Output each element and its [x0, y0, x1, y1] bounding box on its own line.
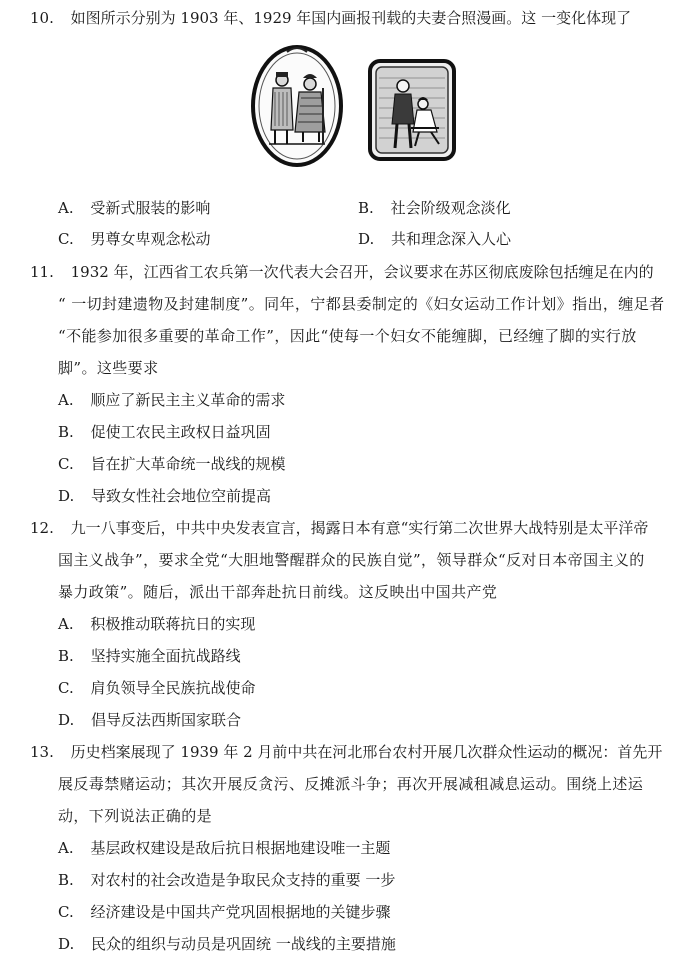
question-10-stem — [30, 8, 670, 28]
question-text: 九一八事变后，中共中央发表宣言，揭露日本有意“实行第二次世界大战特别是太平洋帝 — [70, 519, 649, 537]
option-text: 积极推动联蒋抗日的实现 — [90, 615, 256, 633]
option-letter: C. — [58, 230, 74, 248]
option-letter: B. — [58, 647, 74, 665]
option-text: 民众的组织与动员是巩固统 一战线的主要措施 — [91, 935, 396, 953]
option-a[interactable] — [58, 838, 390, 858]
option-letter: D. — [58, 935, 75, 953]
option-letter: A. — [58, 839, 74, 857]
option-text: 基层政权建设是敌后抗日根据地建设唯一主题 — [90, 839, 391, 857]
question-text-line: “ 一切封建遗物及封建制度”。同年，宁都县委制定的《妇女运动工作计划》指出，缠足者 — [58, 295, 665, 313]
option-a[interactable] — [58, 198, 210, 218]
option-a[interactable] — [58, 614, 255, 634]
question-text-line: 动，下列说法正确的是 — [58, 807, 213, 825]
question-text: 如图所示分别为 1903 年、1929 年国内画报刊载的夫妻合照漫画。这 一变化体现了 — [70, 9, 632, 27]
option-text: 肩负领导全民族抗战使命 — [90, 679, 256, 697]
question-text-line: 暴力政策”。随后，派出干部奔赴抗日前线。这反映出中国共产党 — [58, 583, 498, 601]
question-text-line: 国主义战争”，要求全党“大胆地警醒群众的民族自觉”，领导群众“反对日本帝国主义的 — [58, 551, 645, 569]
cartoon-1929-couple-image — [367, 58, 457, 162]
option-text: 社会阶级观念淡化 — [390, 199, 511, 217]
option-letter: A. — [58, 199, 74, 217]
option-b[interactable] — [58, 646, 241, 666]
option-text: 共和理念深入人心 — [391, 230, 512, 248]
option-letter: A. — [58, 615, 74, 633]
option-d[interactable] — [358, 229, 511, 249]
option-d[interactable] — [58, 934, 396, 954]
option-c[interactable] — [58, 902, 391, 922]
question-text: 1932 年，江西省工农兵第一次代表大会召开，会议要求在苏区彻底废除包括缠足在内的 — [70, 263, 654, 281]
question-number: 10. — [30, 9, 54, 27]
option-c[interactable] — [58, 678, 256, 698]
option-letter: D. — [58, 711, 75, 729]
option-letter: B. — [58, 871, 74, 889]
option-c[interactable] — [58, 454, 286, 474]
question-13-stem — [30, 742, 670, 762]
option-text: 导致女性社会地位空前提高 — [91, 487, 272, 505]
question-text-line: 脚”。这些要求 — [58, 359, 159, 377]
option-letter: D. — [358, 230, 375, 248]
option-b[interactable] — [358, 198, 511, 218]
option-letter: B. — [58, 423, 74, 441]
option-letter: A. — [58, 391, 74, 409]
option-text: 促使工农民主政权日益巩固 — [90, 423, 271, 441]
option-d[interactable] — [58, 710, 241, 730]
option-text: 顺应了新民主主义革命的需求 — [90, 391, 286, 409]
option-text: 经济建设是中国共产党巩固根据地的关键步骤 — [90, 903, 391, 921]
option-letter: D. — [58, 487, 75, 505]
cartoon-1903-couple-image — [249, 42, 345, 168]
option-text: 男尊女卑观念松动 — [90, 230, 211, 248]
option-b[interactable] — [58, 422, 271, 442]
option-text: 倡导反法西斯国家联合 — [91, 711, 242, 729]
option-letter: B. — [358, 199, 374, 217]
question-text-line: “不能参加很多重要的革命工作”，因此“使每一个妇女不能缠脚，已经缠了脚的实行放 — [58, 327, 637, 345]
question-text: 历史档案展现了 1939 年 2 月前中共在河北邢台农村开展几次群众性运动的概况：首先开 — [70, 743, 663, 761]
option-c[interactable] — [58, 229, 211, 249]
option-text: 对农村的社会改造是争取民众支持的重要 一步 — [90, 871, 396, 889]
question-12-stem — [30, 518, 670, 538]
option-b[interactable] — [58, 870, 395, 890]
question-11-stem — [30, 262, 670, 282]
option-a[interactable] — [58, 390, 285, 410]
question-number: 11. — [30, 263, 54, 281]
question-number: 13. — [30, 743, 54, 761]
question-text-line: 展反毒禁赌运动；其次开展反贪污、反摊派斗争；再次开展减租减息运动。围绕上述运 — [58, 775, 644, 793]
option-letter: C. — [58, 903, 74, 921]
option-letter: C. — [58, 455, 74, 473]
option-text: 旨在扩大革命统一战线的规模 — [90, 455, 286, 473]
option-letter: C. — [58, 679, 74, 697]
option-text: 受新式服装的影响 — [90, 199, 211, 217]
option-d[interactable] — [58, 486, 271, 506]
question-number: 12. — [30, 519, 54, 537]
option-text: 坚持实施全面抗战路线 — [90, 647, 241, 665]
